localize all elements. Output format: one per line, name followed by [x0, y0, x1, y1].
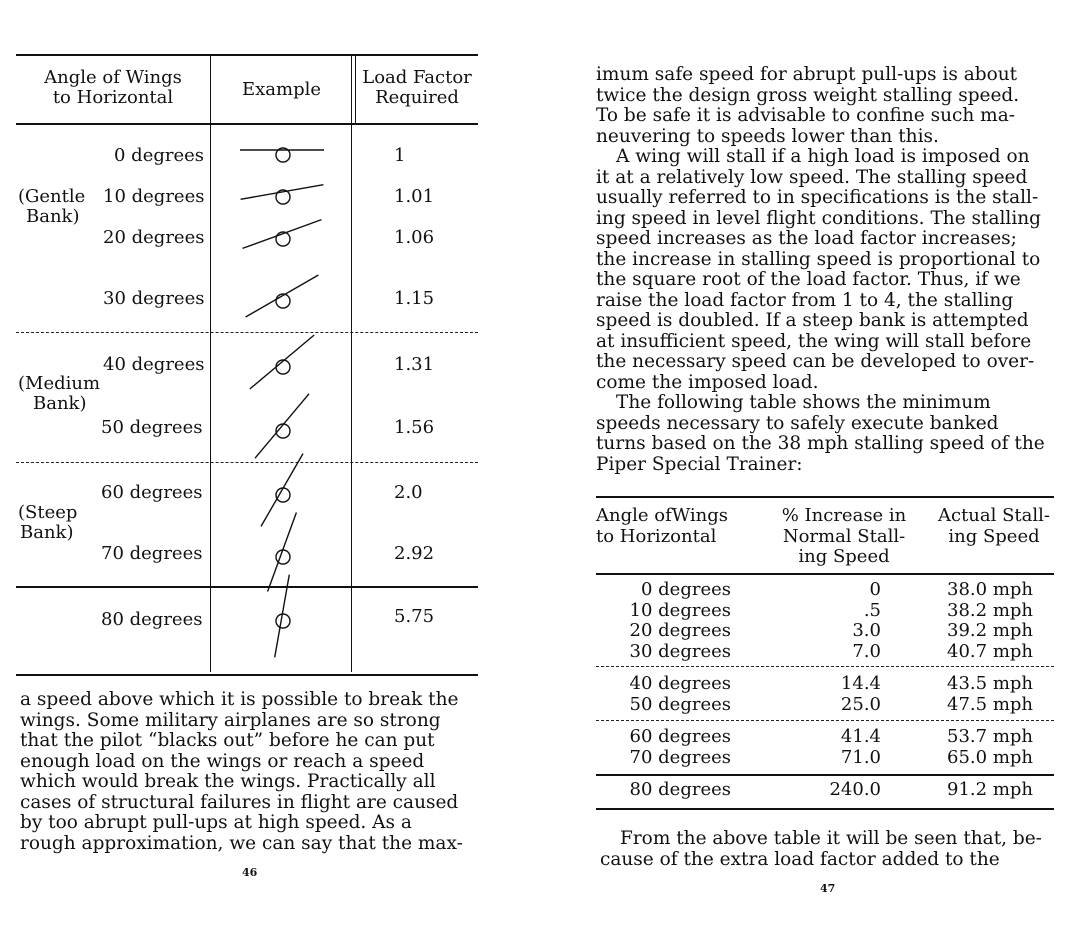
fuselage-circle: [276, 488, 290, 502]
cell-speed: 47.5 mph: [947, 693, 1033, 715]
table-group: [596, 580, 1033, 662]
table-row: [596, 621, 1033, 642]
row-load-factor: 1.06: [394, 227, 435, 248]
cell-speed: 43.5 mph: [947, 673, 1033, 694]
wing-line: [261, 454, 303, 527]
bank-diagram-80-deg: [275, 575, 290, 658]
row-load-factor: 1.31: [394, 354, 435, 375]
table-top-rule: [596, 496, 1054, 498]
row-angle: 70 degrees: [101, 543, 203, 564]
row-load-factor: 5.75: [394, 606, 435, 627]
wing-line: [243, 220, 322, 249]
page-number: 47: [820, 882, 836, 895]
table-group: [596, 674, 1033, 715]
text-line: speed increases as the load factor increases;: [596, 228, 1017, 249]
wing-line: [250, 335, 314, 389]
bank-diagram-10-deg: [241, 185, 324, 204]
text-line: come the imposed load.: [596, 371, 819, 393]
cell-increase: 25.0: [840, 693, 881, 715]
cell-increase: 71.0: [840, 746, 881, 768]
bank-diagram-20-deg: [243, 220, 322, 249]
cell-increase: .5: [863, 599, 881, 621]
cell-increase: 14.4: [840, 673, 881, 694]
group-label-line: (Steep: [18, 502, 78, 523]
table-group-rule: [596, 774, 1054, 776]
bank-diagram-70-deg: [268, 513, 297, 592]
text-line: The following table shows the minimum: [616, 392, 991, 413]
cell-speed: 39.2 mph: [947, 620, 1033, 641]
cell-speed: 53.7 mph: [947, 726, 1033, 747]
group-label-line: (Medium: [18, 373, 101, 394]
group-label-line: Bank): [26, 206, 80, 227]
table-row: [596, 580, 1033, 601]
text-line: neuvering to speeds lower than this.: [596, 125, 939, 147]
table-row: [596, 748, 1033, 769]
text-line: speed is doubled. If a steep bank is attempted: [596, 310, 1029, 331]
row-angle: 20 degrees: [103, 227, 205, 248]
cell-increase: 3.0: [852, 620, 881, 641]
text-line: cause of the extra load factor added to the: [600, 848, 1000, 870]
text-line: ing speed in level flight conditions. The stalling: [596, 207, 1041, 229]
wing-line: [246, 275, 319, 317]
text-line: enough load on the wings or reach a speed: [20, 750, 425, 772]
row-angle: 10 degrees: [103, 186, 205, 207]
group-label-line: (Gentle: [18, 186, 86, 207]
table-row: [596, 601, 1033, 622]
table-header-rule: [596, 573, 1054, 575]
row-angle: 60 degrees: [101, 482, 203, 503]
text-line: raise the load factor from 1 to 4, the stalling: [596, 289, 1014, 311]
load-factor-table: [16, 54, 478, 676]
header-load-line: Load Factor: [362, 67, 472, 88]
group-label-line: Bank): [20, 522, 74, 543]
row-angle: 0 degrees: [114, 145, 205, 166]
row-angle: 30 degrees: [103, 288, 205, 309]
cell-angle: 20 degrees: [629, 620, 731, 641]
header-increase-line: % Increase in: [781, 505, 907, 526]
text-line: imum safe speed for abrupt pull-ups is about: [596, 64, 1018, 85]
row-load-factor: 1: [394, 145, 406, 166]
cell-speed: 65.0 mph: [947, 746, 1033, 768]
header-actual-line: ing Speed: [948, 525, 1040, 547]
text-line: turns based on the 38 mph stalling speed of the: [596, 433, 1045, 454]
bank-diagram-40-deg: [250, 335, 314, 389]
cell-angle: 30 degrees: [629, 640, 731, 662]
row-angle: 80 degrees: [101, 609, 203, 630]
wing-line: [268, 513, 297, 592]
cell-increase: 41.4: [840, 726, 881, 747]
text-line: which would break the wings. Practically all: [20, 771, 436, 792]
cell-angle: 10 degrees: [629, 599, 731, 621]
right-body-text-2: [600, 829, 1056, 870]
wing-line: [241, 185, 324, 200]
fuselage-circle: [276, 360, 290, 374]
cell-increase: 7.0: [852, 640, 881, 662]
table-row: [596, 674, 1033, 695]
right-body-text-1: [596, 65, 1054, 475]
page-number: 46: [242, 866, 258, 879]
cell-angle: 40 degrees: [629, 673, 731, 694]
text-line: cases of structural failures in flight are caused: [20, 791, 459, 813]
text-line: the necessary speed can be developed to over-: [596, 351, 1035, 372]
stalling-speed-table: [596, 496, 1054, 810]
text-line: the square root of the load factor. Thus, if we: [596, 269, 1021, 290]
header-example: Example: [241, 79, 322, 100]
header-load-line: Required: [375, 87, 459, 108]
cell-angle: 70 degrees: [629, 746, 731, 768]
text-line: it at a relatively low speed. The stalling speed: [596, 166, 1028, 188]
header-angle: [596, 506, 728, 547]
header-increase-line: ing Speed: [798, 546, 890, 567]
cell-speed: 38.0 mph: [947, 579, 1033, 600]
header-increase-line: Normal Stall-: [782, 525, 906, 547]
bank-diagram-50-deg: [255, 394, 309, 458]
cell-speed: 40.7 mph: [947, 640, 1033, 662]
table-group: [596, 727, 1033, 768]
cell-speed: 91.2 mph: [947, 779, 1033, 800]
cell-angle: 60 degrees: [629, 726, 731, 747]
header-angle-line: Angle of Wings: [44, 67, 182, 88]
row-angle: 40 degrees: [103, 354, 205, 375]
header-angle-line: to Horizontal: [596, 525, 717, 547]
header-increase: [764, 506, 924, 568]
cell-increase: 240.0: [829, 779, 881, 800]
header-actual-line: Actual Stall-: [937, 505, 1050, 526]
text-line: Piper Special Trainer:: [596, 453, 803, 475]
table-group-divider: [596, 666, 1054, 667]
row-load-factor: 2.0: [394, 482, 423, 503]
text-line: rough approximation, we can say that the max-: [20, 832, 463, 854]
header-actual-speed: [932, 506, 1056, 547]
text-line: twice the design gross weight stalling speed.: [596, 84, 1020, 106]
table-bottom-rule: [596, 808, 1054, 810]
text-line: usually referred to in specifications is the stall-: [596, 187, 1039, 208]
right-page: [540, 0, 1080, 936]
fuselage-circle: [276, 614, 290, 628]
text-line: To be safe it is advisable to confine such ma-: [596, 105, 1016, 126]
table-row: [596, 780, 1033, 801]
row-load-factor: 1.15: [394, 288, 435, 309]
row-load-factor: 1.56: [394, 417, 435, 438]
row-angle: 50 degrees: [101, 417, 203, 438]
group-label-line: Bank): [33, 393, 87, 414]
header-angle-line: Angle ofWings: [596, 505, 729, 526]
table-row: [596, 642, 1033, 663]
cell-angle: 0 degrees: [640, 579, 731, 600]
row-load-factor: 1.01: [394, 186, 435, 207]
table-row: [596, 695, 1033, 716]
fuselage-circle: [276, 550, 290, 564]
left-body-text: [20, 690, 477, 854]
cell-speed: 38.2 mph: [947, 599, 1033, 621]
bank-angle-diagrams: [16, 54, 478, 676]
header-angle-line: to Horizontal: [52, 87, 174, 108]
table-group: [596, 780, 1033, 801]
text-line: speeds necessary to safely execute banked: [596, 412, 999, 434]
cell-angle: 50 degrees: [629, 693, 731, 715]
text-line: that the pilot “blacks out” before he can put: [20, 730, 435, 751]
text-line: From the above table it will be seen that, be-: [620, 828, 1042, 849]
text-line: A wing will stall if a high load is imposed on: [616, 146, 1030, 167]
row-load-factor: 2.92: [394, 543, 435, 564]
wing-line: [255, 394, 309, 458]
table-row: [596, 727, 1033, 748]
text-line: the increase in stalling speed is proportional to: [596, 248, 1041, 270]
bank-diagram-30-deg: [246, 275, 319, 317]
text-line: wings. Some military airplanes are so strong: [20, 709, 441, 731]
table-group-divider: [596, 720, 1054, 721]
bank-diagram-0-deg: [240, 148, 324, 162]
text-line: at insufficient speed, the wing will stall before: [596, 330, 1032, 352]
bank-diagram-60-deg: [261, 454, 303, 527]
cell-angle: 80 degrees: [629, 779, 731, 800]
text-line: a speed above which it is possible to break the: [20, 689, 459, 710]
text-line: by too abrupt pull-ups at high speed. As a: [20, 812, 412, 833]
cell-increase: 0: [869, 579, 881, 600]
